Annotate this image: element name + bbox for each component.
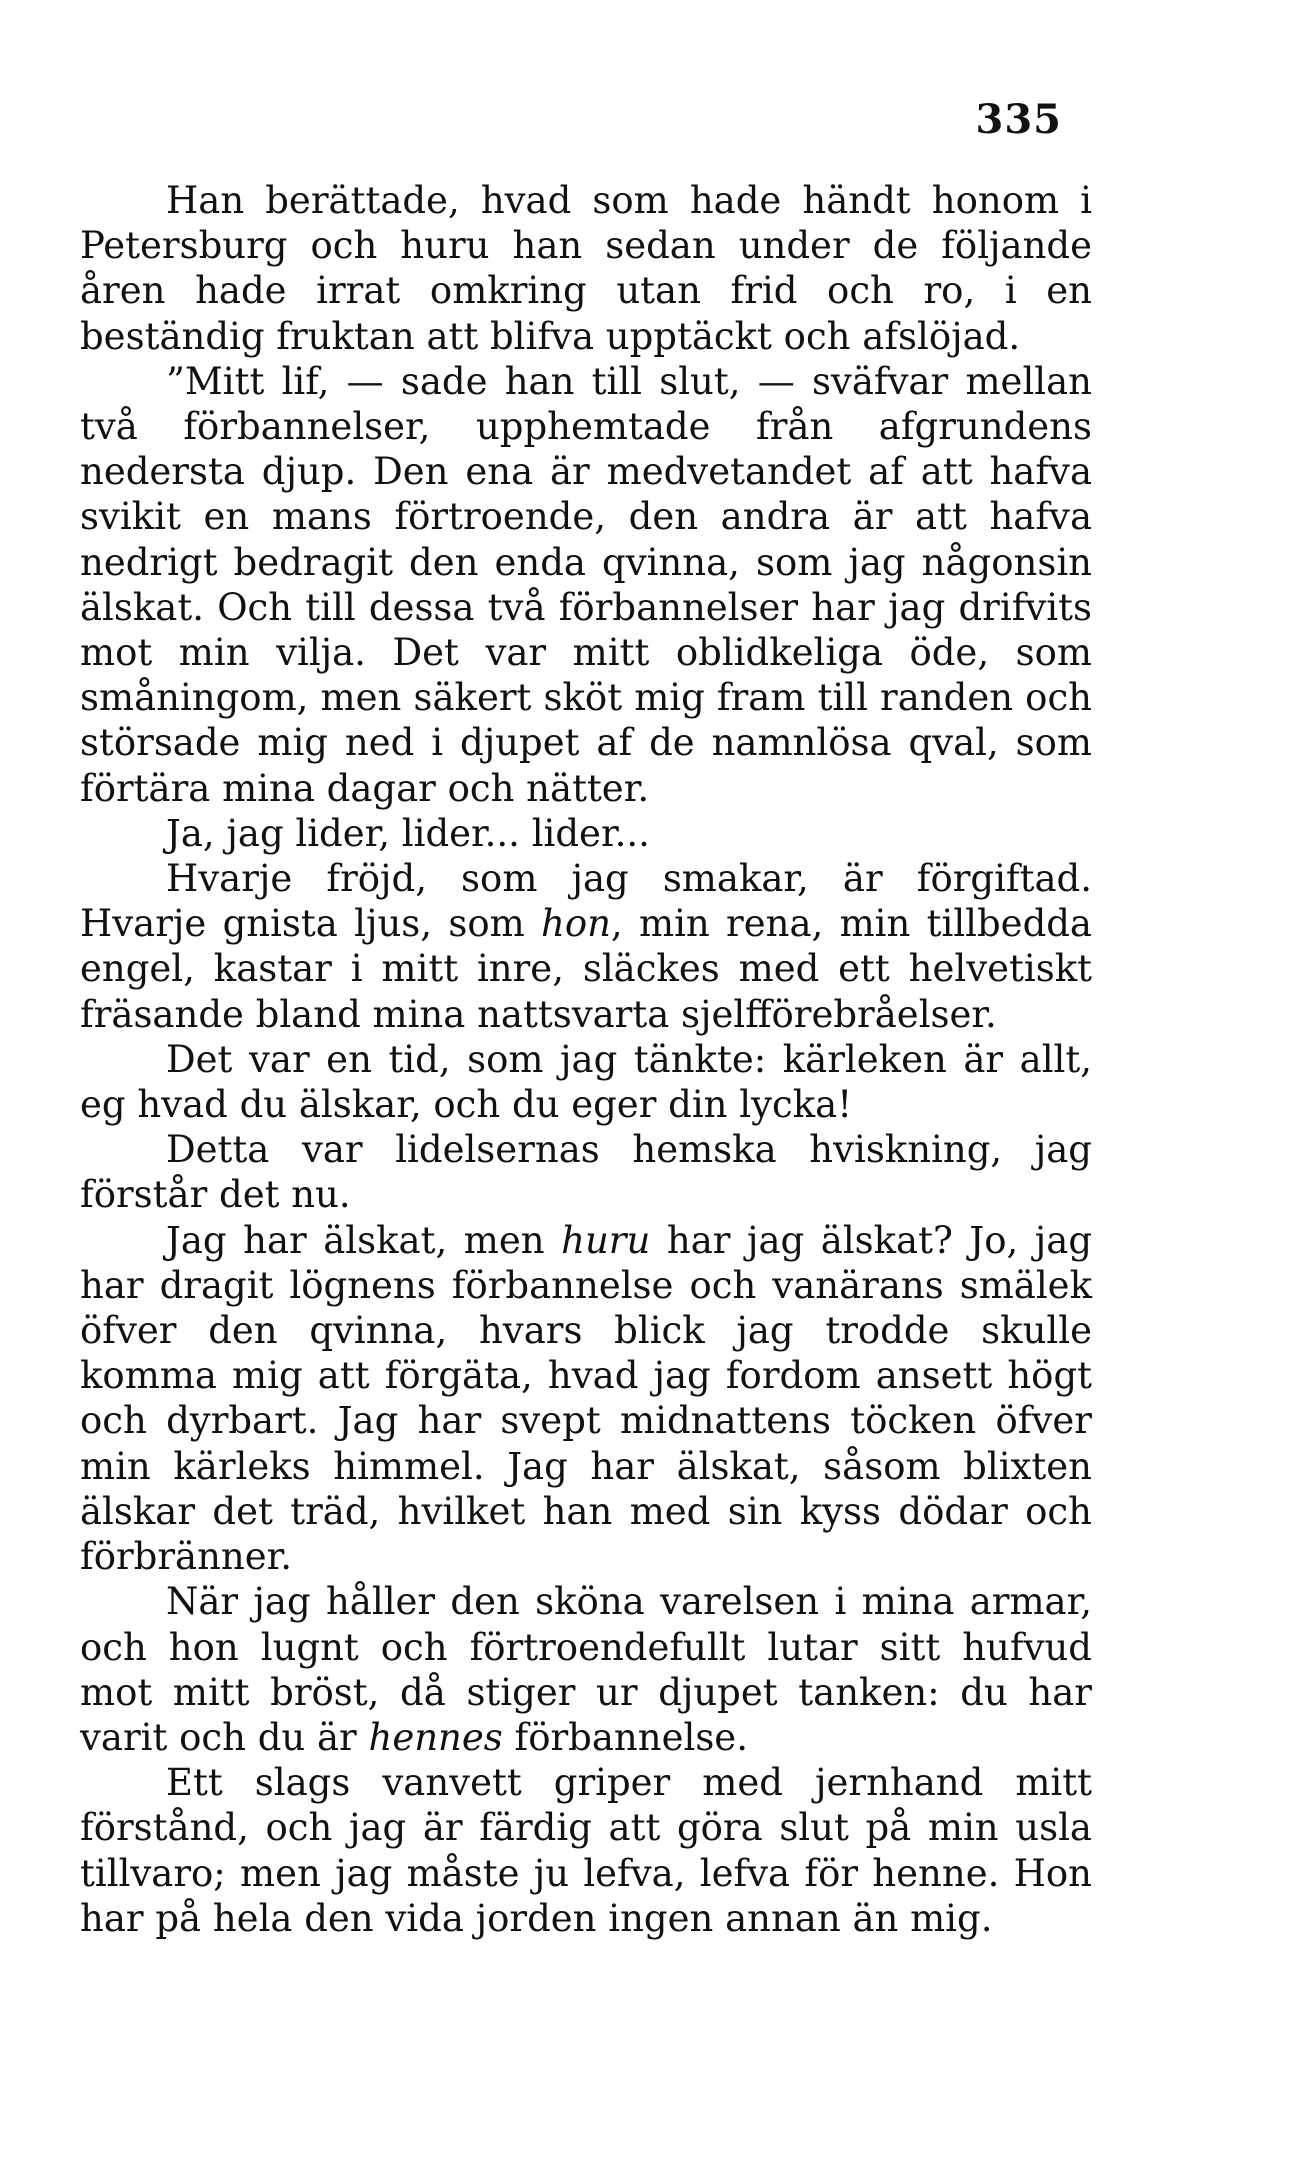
paragraph (80, 1760, 1092, 1941)
paragraph (80, 178, 1092, 359)
text-run: ”Mitt lif, — sade han till slut, — sväfvar mellan två förbannelser, upphemtade från afgrundens nedersta djup. Den ena är medvetandet af att hafva svikit en mans förtroende, den andra är att hafva nedrigt bedragit den enda qvinna, som jag någonsin älskat. Och till dessa två förbannelser har jag drifvits mot min vilja. Det var mitt oblidkeliga öde, som småningom, men säkert sköt mig fram till randen och störsade mig ned i djupet af de namnlösa qval, som förtära mina dagar och nätter. (80, 359, 1092, 810)
paragraph (80, 856, 1092, 1037)
italic-text: huru (561, 1218, 651, 1262)
text-run: Det var en tid, som jag tänkte: kärleken är allt, eg hvad du älskar, och du eger din lycka! (80, 1037, 1092, 1127)
paragraph (80, 1037, 1092, 1127)
paragraph (80, 1579, 1092, 1760)
italic-text: hennes (368, 1715, 503, 1759)
paragraph (80, 1218, 1092, 1580)
italic-text: hon (540, 902, 611, 946)
text-run: Jag har älskat, men (166, 1218, 562, 1262)
paragraph (80, 359, 1092, 811)
page-number: 335 (975, 96, 1062, 143)
text-run: Ett slags vanvett griper med jernhand mitt förstånd, och jag är färdig att göra slut på min usla tillvaro; men jag måste ju lefva, lefva för henne. Hon har på hela den vida jorden ingen annan än mig. (80, 1761, 1092, 1940)
text-run: , min rena, min tillbedda engel, kastar i mitt inre, släckes med ett helvetiskt fräsande bland mina nattsvarta sjelfförebråelser. (80, 902, 1092, 1036)
body-text (80, 178, 1092, 1941)
text-run: När jag håller den sköna varelsen i mina armar, och hon lugnt och förtroendefullt lutar sitt hufvud mot mitt bröst, då stiger ur djupet tanken: du har varit och du är (80, 1580, 1092, 1759)
text-run: Hvarje fröjd, som jag smakar, är förgiftad. Hvarje gnista ljus, som (80, 857, 1092, 946)
text-run: har jag älskat? Jo, jag har dragit lögnens förbannelse och vanärans smälek öfver den qvinna, hvars blick jag trodde skulle komma mig att förgäta, hvad jag fordom ansett högt och dyrbart. Jag har svept midnattens töcken öfver min kärleks himmel. Jag har älskat, såsom blixten älskar det träd, hvilket han med sin kyss dödar och förbränner. (80, 1218, 1093, 1579)
text-run: Detta var lidelsernas hemska hviskning, jag förstår det nu. (80, 1128, 1092, 1217)
text-run: Ja, jag lider, lider... lider... (166, 811, 650, 855)
text-run: förbannelse. (502, 1715, 748, 1759)
paragraph (80, 811, 1092, 856)
text-run: Han berättade, hvad som hade händt honom i Petersburg och huru han sedan under de följande åren hade irrat omkring utan frid och ro, i en beständig fruktan att blifva upptäckt och afslöjad. (80, 179, 1092, 358)
paragraph (80, 1127, 1092, 1217)
